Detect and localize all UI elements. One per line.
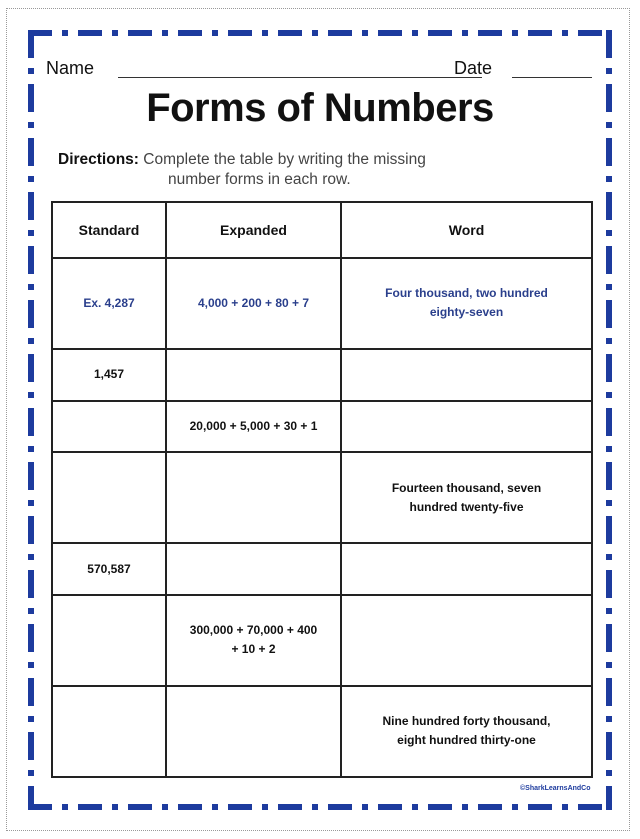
cell-expanded-blank[interactable] — [166, 452, 341, 543]
cell-expanded-line-2: + 10 + 2 — [231, 642, 276, 657]
cell-expanded-line-1: 300,000 + 70,000 + 400 — [189, 623, 318, 638]
number-forms-table — [51, 201, 593, 778]
credit-logo: ©SharkLearnsAndCo — [520, 785, 591, 792]
table-row — [52, 452, 592, 543]
cell-expanded-blank[interactable] — [166, 543, 341, 595]
date-label: Date — [454, 58, 493, 78]
header-expanded: Expanded — [166, 202, 341, 258]
cell-word-line-2: eight hundred thirty-one — [397, 733, 536, 748]
cell-standard: Ex. 4,287 — [52, 258, 166, 349]
page-title: Forms of Numbers — [146, 86, 494, 130]
frame-bottom-border — [28, 804, 612, 810]
cell-word-line-1: Nine hundred forty thousand, — [382, 714, 551, 729]
table-row — [52, 686, 592, 777]
cell-expanded-blank[interactable] — [166, 686, 341, 777]
cell-standard-blank[interactable] — [52, 401, 166, 453]
frame-left-border — [28, 30, 34, 810]
frame-right-border — [606, 30, 612, 810]
cell-word-blank[interactable] — [341, 349, 592, 401]
cell-word-line-1: Fourteen thousand, seven — [391, 480, 542, 495]
cell-expanded: 20,000 + 5,000 + 30 + 1 — [166, 401, 341, 453]
cell-word-blank[interactable] — [341, 401, 592, 453]
cell-word-line-1: Four thousand, two hundred — [385, 286, 548, 301]
name-field-line[interactable] — [118, 77, 482, 78]
table-row-example — [52, 258, 592, 349]
cell-expanded-blank[interactable] — [166, 349, 341, 401]
cell-standard-blank[interactable] — [52, 686, 166, 777]
directions-label: Directions: — [58, 151, 139, 168]
table-row — [52, 543, 592, 595]
directions-line-1: Complete the table by writing the missing — [143, 151, 426, 168]
cell-standard: 570,587 — [52, 543, 166, 595]
cell-expanded: 4,000 + 200 + 80 + 7 — [166, 258, 341, 349]
cell-standard-blank[interactable] — [52, 452, 166, 543]
directions — [58, 150, 578, 190]
cell-word-line-2: hundred twenty-five — [409, 499, 524, 514]
cell-word-line-2: eighty-seven — [429, 305, 504, 320]
cell-word — [341, 686, 592, 777]
table-row — [52, 401, 592, 453]
cell-expanded — [166, 595, 341, 686]
date-field-line[interactable] — [512, 77, 592, 78]
name-label: Name — [46, 58, 95, 78]
table-row — [52, 595, 592, 686]
table-row — [52, 349, 592, 401]
header-standard: Standard — [52, 202, 166, 258]
cell-word-blank[interactable] — [341, 543, 592, 595]
directions-line-2: number forms in each row. — [168, 171, 351, 188]
header-word: Word — [341, 202, 592, 258]
name-date-row — [46, 56, 594, 82]
table-header-row — [52, 202, 592, 258]
frame-top-border — [28, 30, 612, 36]
cell-word — [341, 258, 592, 349]
cell-standard-blank[interactable] — [52, 595, 166, 686]
cell-standard: 1,457 — [52, 349, 166, 401]
cell-word-blank[interactable] — [341, 595, 592, 686]
cell-word — [341, 452, 592, 543]
